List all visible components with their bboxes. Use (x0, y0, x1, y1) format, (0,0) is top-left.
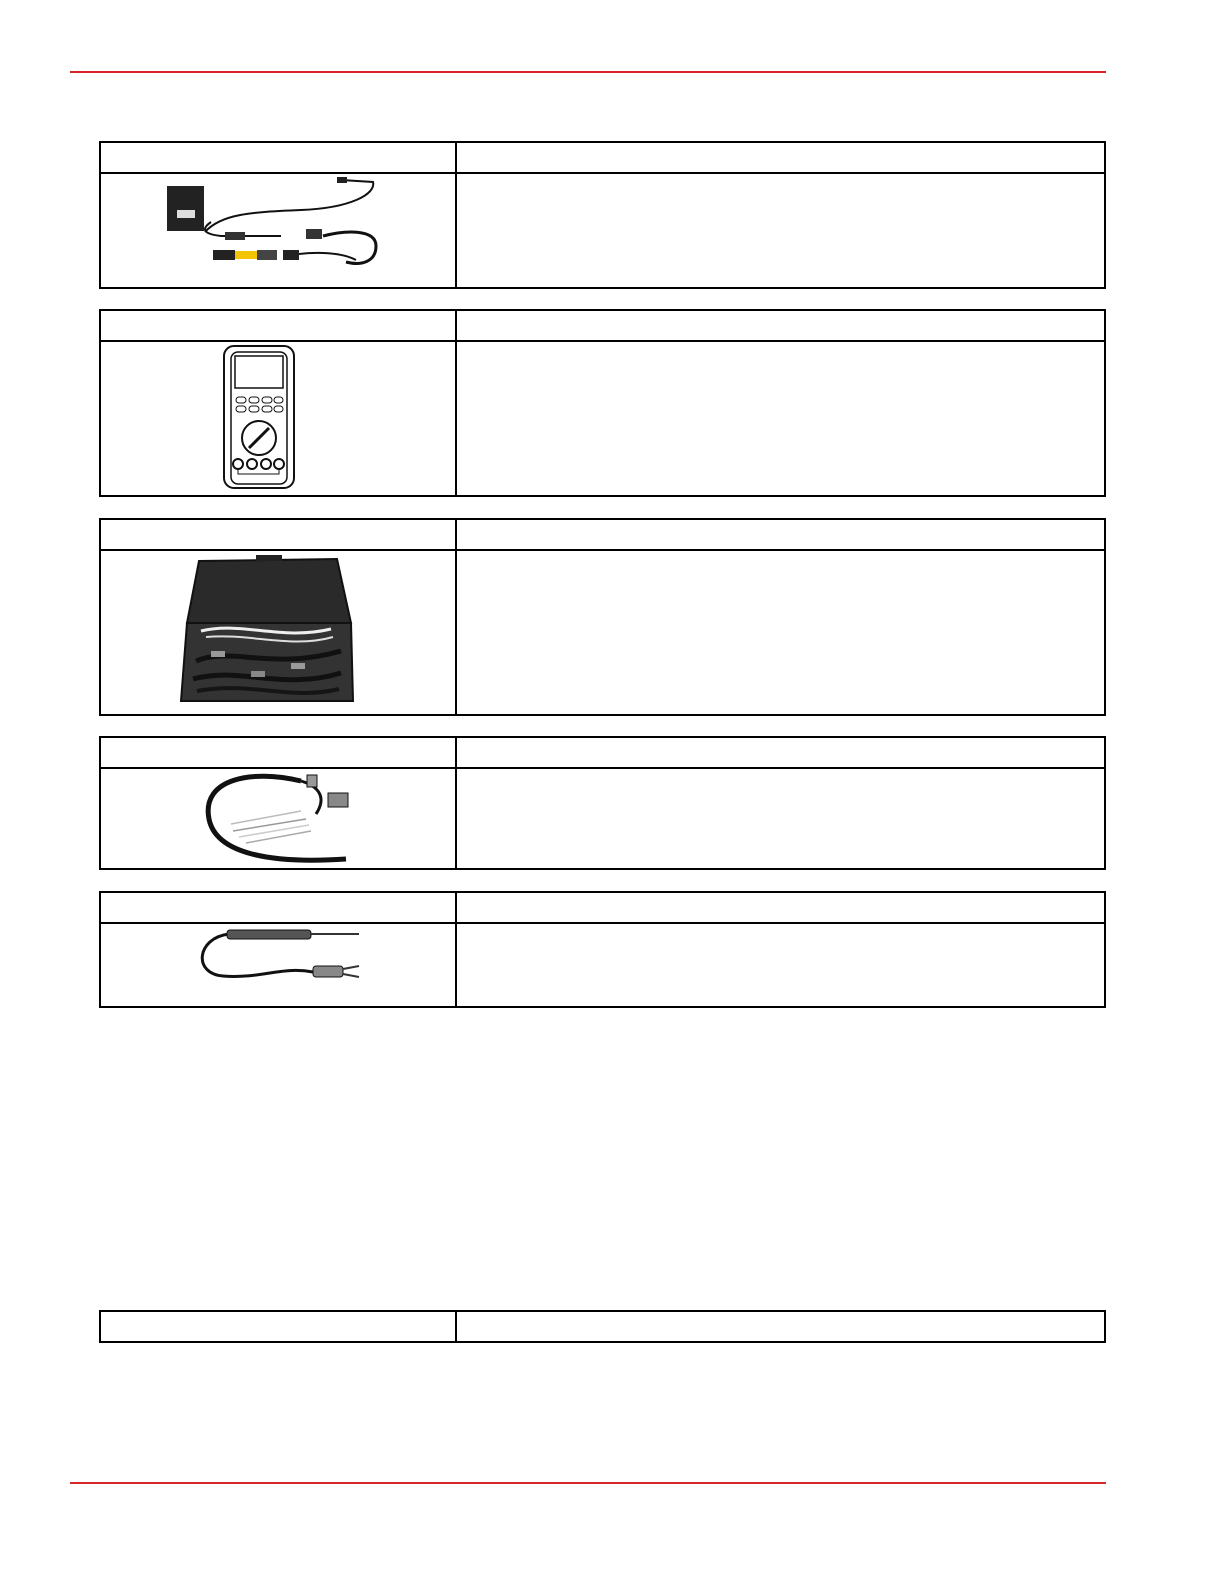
tool-name-header (101, 311, 457, 340)
tool-table-header (101, 738, 1104, 769)
tool-table-2 (99, 309, 1106, 497)
test-probe-image (101, 924, 457, 1006)
tool-table-body (101, 769, 1104, 868)
tool-table-3 (99, 518, 1106, 716)
tool-name-header (101, 1312, 457, 1341)
tool-table-4 (99, 736, 1106, 870)
tool-name-header (101, 520, 457, 549)
tool-description (457, 769, 1104, 868)
tool-name-header (101, 143, 457, 172)
tool-table-header (101, 520, 1104, 551)
diagnostic-cable-kit-image (101, 174, 457, 287)
tool-description (457, 174, 1104, 287)
tool-description (457, 342, 1104, 495)
tool-table-6 (99, 1310, 1106, 1343)
tool-description-header (457, 520, 1104, 549)
tool-table-body (101, 342, 1104, 495)
tool-table-body (101, 924, 1104, 1006)
tool-table-1 (99, 141, 1106, 289)
tool-description-header (457, 311, 1104, 340)
tool-name-header (101, 738, 457, 767)
bottom-red-rule (70, 1482, 1106, 1484)
tool-description (457, 924, 1104, 1006)
tool-table-body (101, 174, 1104, 287)
tool-description-header (457, 143, 1104, 172)
tool-description-header (457, 738, 1104, 767)
test-lead-kit-case-image (101, 551, 457, 714)
tool-table-5 (99, 891, 1106, 1008)
tool-table-header (101, 1312, 1104, 1341)
multimeter-image (101, 342, 457, 495)
harness-adapter-image (101, 769, 457, 868)
tool-description-header (457, 1312, 1104, 1341)
tool-table-header (101, 893, 1104, 924)
tool-table-body (101, 551, 1104, 714)
top-red-rule (70, 71, 1106, 73)
tool-description-header (457, 893, 1104, 922)
tool-description (457, 551, 1104, 714)
tool-table-header (101, 311, 1104, 342)
tool-table-header (101, 143, 1104, 174)
tool-name-header (101, 893, 457, 922)
